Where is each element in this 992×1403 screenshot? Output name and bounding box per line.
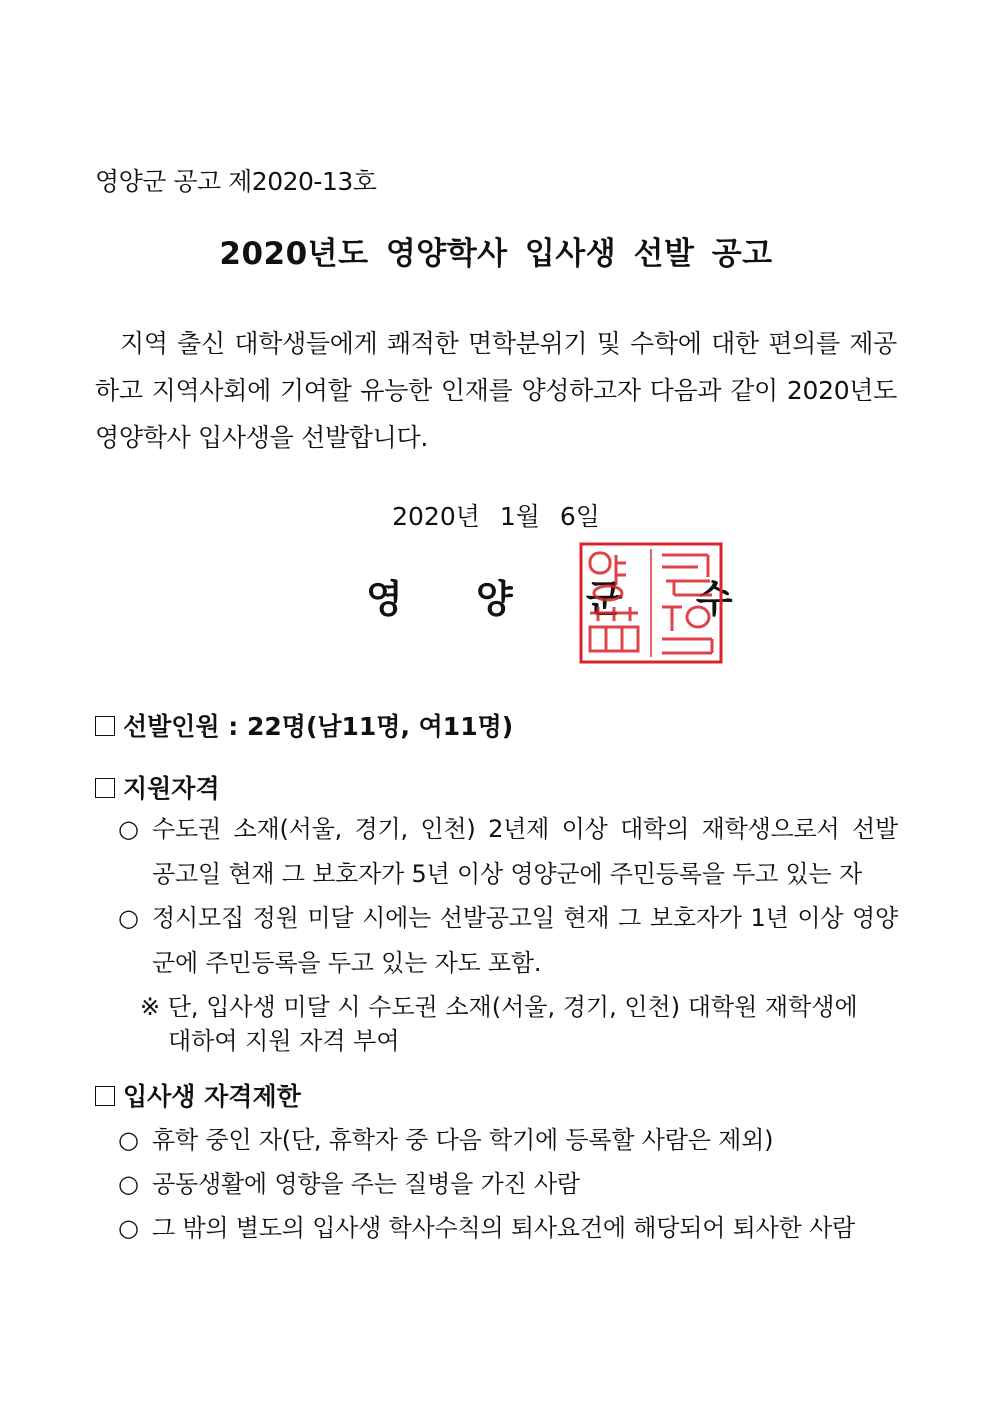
checkbox-square-icon (95, 778, 115, 798)
issuer-name: 영 양 군 수 (366, 577, 763, 621)
document-title: 2020년도 영양학사 입사생 선발 공고 (219, 236, 773, 272)
list-item-text: 휴학 중인 자(단, 휴학자 중 다음 학기에 등록할 사람은 제외) (152, 1126, 774, 1154)
note-text: 단, 입사생 미달 시 수도권 소재(서울, 경기, 인천) 대학원 재학생에 (167, 993, 858, 1021)
list-item-text: 군에 주민등록을 두고 있는 자도 포함. (152, 949, 542, 977)
circle-bullet-icon: ○ (118, 1214, 139, 1242)
list-item-text: 공고일 현재 그 보호자가 5년 이상 영양군에 주민등록을 두고 있는 자 (152, 860, 862, 888)
reference-mark-icon: ※ (140, 993, 161, 1021)
list-item-text: 그 밖의 별도의 입사생 학사수칙의 퇴사요건에 해당되어 퇴사한 사람 (152, 1214, 855, 1242)
list-item (118, 1162, 898, 1207)
intro-line: 하고 지역사회에 기여할 유능한 인재를 양성하고자 다음과 같이 2020년도 (95, 376, 897, 405)
note-text: 대하여 지원 자격 부여 (168, 1027, 400, 1055)
circle-bullet-icon: ○ (118, 1170, 139, 1198)
intro-line: 영양학사 입사생을 선발합니다. (95, 423, 428, 452)
circle-bullet-icon: ○ (118, 904, 139, 932)
list-item (118, 807, 898, 897)
intro-line: 지역 출신 대학생들에게 쾌적한 면학분위기 및 수학에 대한 편의를 제공 (120, 329, 897, 358)
section-quota-heading (95, 707, 513, 743)
checkbox-square-icon (95, 1086, 115, 1106)
section-restrictions-heading (95, 1077, 301, 1113)
intro-paragraph (95, 320, 897, 461)
checkbox-square-icon (95, 716, 115, 736)
official-seal-icon (578, 541, 724, 665)
list-item (118, 896, 898, 986)
section-heading-text: 입사생 자격제한 (123, 1082, 301, 1111)
section-eligibility-heading (95, 769, 220, 805)
list-item (118, 1206, 898, 1251)
circle-bullet-icon: ○ (118, 815, 139, 843)
list-item-text: 수도권 소재(서울, 경기, 인천) 2년제 이상 대학의 재학생으로서 선발 (152, 815, 898, 843)
list-item (118, 1118, 898, 1163)
list-item-text: 공동생활에 영향을 주는 질병을 가진 사람 (152, 1170, 580, 1198)
notice-number: 영양군 공고 제2020-13호 (95, 167, 377, 196)
circle-bullet-icon: ○ (118, 1126, 139, 1154)
section-heading-text: 지원자격 (123, 774, 220, 803)
section-heading-text: 선발인원 : 22명(남11명, 여11명) (123, 712, 514, 741)
issue-date: 2020년 1월 6일 (392, 502, 600, 531)
eligibility-note (140, 990, 885, 1058)
list-item-text: 정시모집 정원 미달 시에는 선발공고일 현재 그 보호자가 1년 이상 영양 (152, 904, 898, 932)
